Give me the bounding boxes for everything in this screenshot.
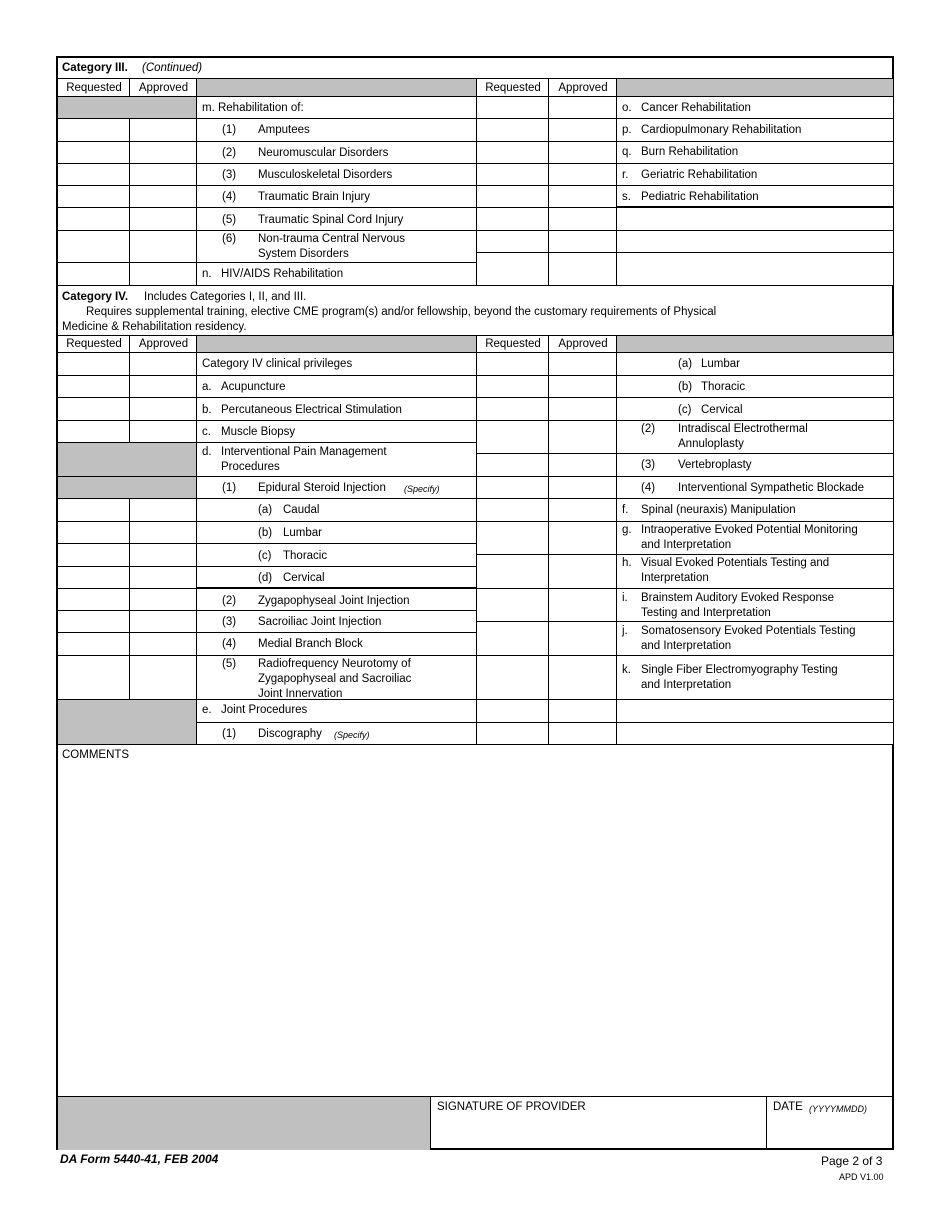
checkbox-requested-m2[interactable] <box>58 142 130 164</box>
blank-cell <box>617 253 894 286</box>
checkbox-requested-d4[interactable] <box>58 633 130 656</box>
checkbox-requested-blank5[interactable] <box>477 723 549 745</box>
header-gray-right <box>617 336 894 353</box>
cat4-col-requested: Requested <box>66 338 122 350</box>
checkbox-approved-d4[interactable] <box>130 633 197 656</box>
item-acupuncture: Acupuncture <box>221 381 286 393</box>
item-num: f. <box>622 504 629 516</box>
checkbox-requested-c[interactable] <box>58 421 130 443</box>
item-pain-mgmt-2: Procedures <box>221 461 280 473</box>
checkbox-approved-r3[interactable] <box>549 454 617 477</box>
item-spinal-manipulation: Spinal (neuraxis) Manipulation <box>641 504 796 516</box>
cat3-continued: (Continued) <box>142 62 203 74</box>
checkbox-approved-blank3[interactable] <box>549 253 617 286</box>
item-num: q. <box>622 146 632 158</box>
checkbox-requested-d3[interactable] <box>58 611 130 633</box>
checkbox-requested-m1[interactable] <box>58 119 130 142</box>
item-cervical: Cervical <box>283 572 325 584</box>
checkbox-requested-d5[interactable] <box>58 656 130 700</box>
item-num: (d) <box>258 572 273 584</box>
item-num: (3) <box>222 169 237 181</box>
item-num: (1) <box>222 482 237 494</box>
checkbox-requested-h[interactable] <box>477 555 549 589</box>
checkbox-requested-a[interactable] <box>58 376 130 398</box>
item-num: (4) <box>222 191 237 203</box>
checkbox-requested-j[interactable] <box>477 622 549 656</box>
item-num: c. <box>202 426 211 438</box>
checkbox-requested-m4[interactable] <box>58 186 130 208</box>
e-gray <box>58 700 197 745</box>
item-thoracic: Thoracic <box>283 550 328 562</box>
item-medial-branch: Medial Branch Block <box>258 638 363 650</box>
item-num: (c) <box>678 404 692 416</box>
date-format: (YYYYMMDD) <box>809 1104 867 1114</box>
checkbox-approved-blank5[interactable] <box>549 723 617 745</box>
item-geriatric: Geriatric Rehabilitation <box>641 169 758 181</box>
cat4-col-approved: Approved <box>138 338 189 350</box>
checkbox-approved-p[interactable] <box>549 119 617 142</box>
m-gray <box>58 97 197 119</box>
item-num: (1) <box>222 728 237 740</box>
checkbox-requested-blank2[interactable] <box>477 231 549 253</box>
checkbox-approved-j[interactable] <box>549 622 617 656</box>
item-num: (4) <box>222 638 237 650</box>
item-non-trauma-cns: Non-trauma Central Nervous <box>258 233 406 245</box>
checkbox-requested-m3[interactable] <box>58 164 130 186</box>
item-single-fiber-2: and Interpretation <box>641 679 732 691</box>
item-pediatric: Pediatric Rehabilitation <box>641 191 759 203</box>
item-num: (b) <box>678 381 693 393</box>
checkbox-requested-d2[interactable] <box>58 589 130 611</box>
signature-field[interactable] <box>431 1097 767 1150</box>
checkbox-requested-g[interactable] <box>477 522 549 555</box>
item-num: p. <box>622 124 632 136</box>
item-num: (2) <box>641 423 656 435</box>
date-field[interactable] <box>767 1097 894 1150</box>
cat4-includes: Includes Categories I, II, and III. <box>144 291 307 303</box>
checkbox-approved-clinical[interactable] <box>130 353 197 376</box>
checkbox-requested-blank1[interactable] <box>477 208 549 231</box>
col-requested-header: Requested <box>66 82 122 94</box>
blank-cell <box>617 700 894 723</box>
checkbox-requested-q[interactable] <box>477 142 549 164</box>
checkbox-approved-m4[interactable] <box>130 186 197 208</box>
checkbox-requested-d1c[interactable] <box>58 544 130 567</box>
item-vertebroplasty: Vertebroplasty <box>678 459 752 471</box>
item-brainstem: Brainstem Auditory Evoked Response <box>641 592 835 604</box>
m-header: m. Rehabilitation of: <box>202 102 304 114</box>
signature-label: SIGNATURE OF PROVIDER <box>437 1101 586 1113</box>
item-num: (6) <box>222 233 237 245</box>
checkbox-approved-r1a[interactable] <box>549 353 617 376</box>
checkbox-requested-f[interactable] <box>477 499 549 522</box>
cat4-col-approved-right: Approved <box>558 338 608 350</box>
checkbox-requested-clinical[interactable] <box>58 353 130 376</box>
comments-field[interactable] <box>58 745 894 1097</box>
checkbox-requested-m5[interactable] <box>58 208 130 231</box>
checkbox-approved-s[interactable] <box>549 186 617 208</box>
item-num: (5) <box>222 214 237 226</box>
checkbox-approved-o[interactable] <box>549 97 617 119</box>
item-num: s. <box>622 191 631 203</box>
col-approved-header-right: Approved <box>558 82 608 94</box>
item-single-fiber: Single Fiber Electromyography Testing <box>641 664 838 676</box>
checkbox-approved-q[interactable] <box>549 142 617 164</box>
checkbox-requested-r1a[interactable] <box>477 353 549 376</box>
item-r-lumbar: Lumbar <box>701 358 740 370</box>
item-lumbar: Lumbar <box>283 527 322 539</box>
checkbox-requested-m6[interactable] <box>58 231 130 263</box>
checkbox-requested-r[interactable] <box>477 164 549 186</box>
checkbox-requested-r1c[interactable] <box>477 398 549 421</box>
checkbox-requested-d1d[interactable] <box>58 567 130 589</box>
item-non-trauma-cns-2: System Disorders <box>258 248 349 260</box>
item-musculoskeletal: Musculoskeletal Disorders <box>258 169 393 181</box>
item-tbi: Traumatic Brain Injury <box>258 191 371 203</box>
item-zygapophyseal: Zygapophyseal Joint Injection <box>258 595 410 607</box>
checkbox-approved-r4[interactable] <box>549 477 617 499</box>
item-somatosensory: Somatosensory Evoked Potentials Testing <box>641 625 856 637</box>
cat3-title: Category III. <box>62 62 128 74</box>
item-num: o. <box>622 102 632 114</box>
checkbox-requested-o[interactable] <box>477 97 549 119</box>
checkbox-requested-r4[interactable] <box>477 477 549 499</box>
item-hiv-aids: HIV/AIDS Rehabilitation <box>221 268 344 280</box>
checkbox-requested-r3[interactable] <box>477 454 549 477</box>
checkbox-requested-blank4[interactable] <box>477 700 549 723</box>
checkbox-approved-b[interactable] <box>130 398 197 421</box>
item-somatosensory-2: and Interpretation <box>641 640 732 652</box>
checkbox-approved-blank2[interactable] <box>549 231 617 253</box>
item-pain-mgmt: Interventional Pain Management <box>221 446 387 458</box>
checkbox-requested-blank3[interactable] <box>477 253 549 286</box>
signature-gray-block <box>58 1097 431 1150</box>
item-num: (a) <box>678 358 693 370</box>
item-brainstem-2: Testing and Interpretation <box>641 607 771 619</box>
checkbox-approved-m1[interactable] <box>130 119 197 142</box>
checkbox-approved-h[interactable] <box>549 555 617 589</box>
item-intradiscal: Intradiscal Electrothermal <box>678 423 808 435</box>
comments-label: COMMENTS <box>62 749 130 761</box>
checkbox-requested-n[interactable] <box>58 263 130 286</box>
checkbox-approved-d2[interactable] <box>130 589 197 611</box>
checkbox-requested-d1a[interactable] <box>58 499 130 522</box>
date-label: DATE <box>773 1101 803 1113</box>
checkbox-approved-i[interactable] <box>549 589 617 622</box>
checkbox-approved-d1c[interactable] <box>130 544 197 567</box>
checkbox-approved-blank1[interactable] <box>549 208 617 231</box>
checkbox-requested-p[interactable] <box>477 119 549 142</box>
item-num: a. <box>202 381 212 393</box>
item-muscle-biopsy: Muscle Biopsy <box>221 426 296 438</box>
item-visual-evoked: Visual Evoked Potentials Testing and <box>641 557 830 569</box>
item-num: j. <box>622 625 628 637</box>
d-gray <box>58 443 197 477</box>
item-num: e. <box>202 704 212 716</box>
checkbox-approved-f[interactable] <box>549 499 617 522</box>
checkbox-approved-r1b[interactable] <box>549 376 617 398</box>
item-num: g. <box>622 524 632 536</box>
item-num: (5) <box>222 658 237 670</box>
specify-note: (Specify) <box>404 484 440 494</box>
cat3-header <box>58 58 894 79</box>
checkbox-approved-d1a[interactable] <box>130 499 197 522</box>
checkbox-approved-r[interactable] <box>549 164 617 186</box>
checkbox-approved-k[interactable] <box>549 656 617 700</box>
checkbox-requested-r2[interactable] <box>477 421 549 454</box>
item-radiofrequency-2: Zygapophyseal and Sacroiliac <box>258 673 412 685</box>
item-num: n. <box>202 268 212 280</box>
checkbox-requested-r1b[interactable] <box>477 376 549 398</box>
item-num: (3) <box>641 459 656 471</box>
checkbox-approved-c[interactable] <box>130 421 197 443</box>
col-requested-header-right: Requested <box>485 82 541 94</box>
header-gray-right <box>617 79 894 97</box>
checkbox-approved-g[interactable] <box>549 522 617 555</box>
checkbox-approved-m3[interactable] <box>130 164 197 186</box>
page-number: Page 2 of 3 <box>821 1154 883 1168</box>
item-num: k. <box>622 664 631 676</box>
cat4-desc1: Requires supplemental training, elective CME program(s) and/or fellowship, beyond the customary requirements of Physical <box>86 306 717 318</box>
item-num: d. <box>202 446 212 458</box>
form-page <box>56 56 894 1150</box>
item-cancer: Cancer Rehabilitation <box>641 102 751 114</box>
checkbox-approved-n[interactable] <box>130 263 197 286</box>
item-intraoperative: Intraoperative Evoked Potential Monitoring <box>641 524 858 536</box>
header-gray <box>197 79 477 97</box>
checkbox-requested-k[interactable] <box>477 656 549 700</box>
checkbox-requested-d1b[interactable] <box>58 522 130 544</box>
item-burn: Burn Rehabilitation <box>641 146 739 158</box>
item-num: b. <box>202 404 212 416</box>
item-joint-procedures: Joint Procedures <box>221 704 308 716</box>
item-num: (1) <box>222 124 237 136</box>
checkbox-requested-i[interactable] <box>477 589 549 622</box>
item-num: (b) <box>258 527 273 539</box>
item-num: (c) <box>258 550 272 562</box>
item-num: (a) <box>258 504 273 516</box>
item-num: r. <box>622 169 629 181</box>
version-label: APD V1.00 <box>839 1172 884 1182</box>
item-spinal-cord: Traumatic Spinal Cord Injury <box>258 214 404 226</box>
cat4-desc2: Medicine & Rehabilitation residency. <box>62 321 247 333</box>
checkbox-approved-d1b[interactable] <box>130 522 197 544</box>
item-num: h. <box>622 557 632 569</box>
item-caudal: Caudal <box>283 504 320 516</box>
checkbox-approved-d1d[interactable] <box>130 567 197 589</box>
item-r-cervical: Cervical <box>701 404 743 416</box>
item-sympathetic: Interventional Sympathetic Blockade <box>678 482 865 494</box>
item-intraoperative-2: and Interpretation <box>641 539 732 551</box>
cat4-clinical: Category IV clinical privileges <box>202 358 353 370</box>
item-cardiopulmonary: Cardiopulmonary Rehabilitation <box>641 124 802 136</box>
item-sacroiliac: Sacroiliac Joint Injection <box>258 616 382 628</box>
cat4-title: Category IV. <box>62 291 129 303</box>
form-id: DA Form 5440-41, FEB 2004 <box>60 1152 219 1166</box>
blank-cell <box>617 231 894 253</box>
cat4-header <box>58 286 894 336</box>
cat4-col-requested-right: Requested <box>485 338 541 350</box>
checkbox-approved-r1c[interactable] <box>549 398 617 421</box>
item-intradiscal-2: Annuloplasty <box>678 438 744 450</box>
item-num: (2) <box>222 147 237 159</box>
item-amputees: Amputees <box>258 124 310 136</box>
item-r-thoracic: Thoracic <box>701 381 746 393</box>
blank-cell <box>617 723 894 745</box>
item-epidural: Epidural Steroid Injection <box>258 482 386 494</box>
blank-cell <box>617 208 894 231</box>
item-neuromuscular: Neuromuscular Disorders <box>258 147 389 159</box>
checkbox-requested-b[interactable] <box>58 398 130 421</box>
item-radiofrequency-3: Joint Innervation <box>258 688 343 700</box>
checkbox-approved-r2[interactable] <box>549 421 617 454</box>
item-num: (3) <box>222 616 237 628</box>
specify-note: (Specify) <box>334 730 370 740</box>
item-num: (2) <box>222 595 237 607</box>
item-discography: Discography <box>258 728 322 740</box>
item-percutaneous: Percutaneous Electrical Stimulation <box>221 404 402 416</box>
checkbox-approved-d3[interactable] <box>130 611 197 633</box>
checkbox-approved-blank4[interactable] <box>549 700 617 723</box>
checkbox-approved-a[interactable] <box>130 376 197 398</box>
checkbox-approved-m6[interactable] <box>130 231 197 263</box>
item-num: i. <box>622 592 628 604</box>
checkbox-approved-d5[interactable] <box>130 656 197 700</box>
item-num: (4) <box>641 482 656 494</box>
item-visual-evoked-2: Interpretation <box>641 572 709 584</box>
checkbox-approved-m2[interactable] <box>130 142 197 164</box>
checkbox-requested-s[interactable] <box>477 186 549 208</box>
item-radiofrequency: Radiofrequency Neurotomy of <box>258 658 411 670</box>
d1-gray <box>58 477 197 499</box>
header-gray <box>197 336 477 353</box>
checkbox-approved-m5[interactable] <box>130 208 197 231</box>
col-approved-header: Approved <box>138 82 189 94</box>
